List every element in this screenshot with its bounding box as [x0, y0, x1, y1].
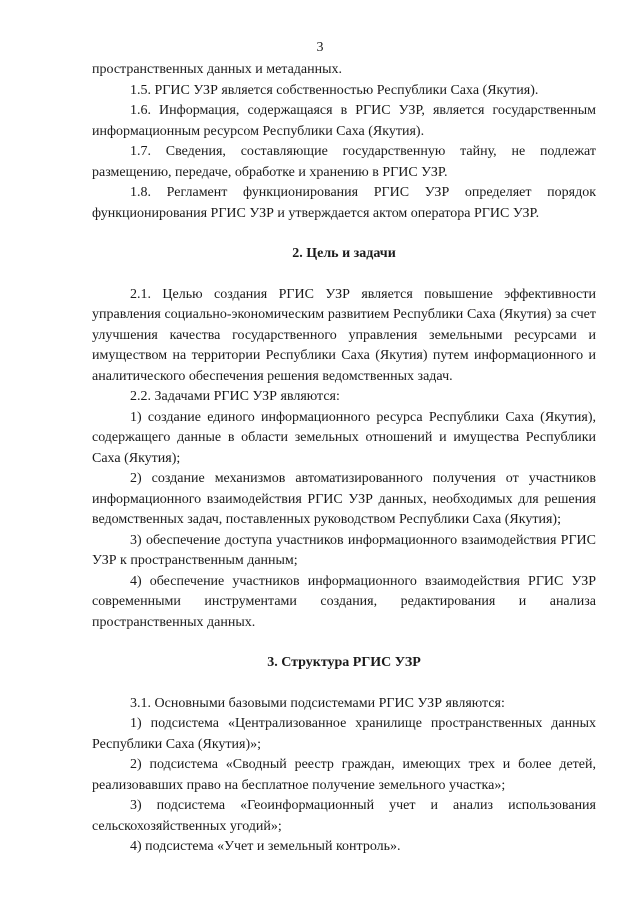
section-spacer	[92, 224, 596, 244]
paragraph: пространственных данных и метаданных.	[92, 62, 343, 77]
list-item: 4) подсистема «Учет и земельный контроль».	[130, 839, 401, 854]
paragraph: 1.5. РГИС УЗР является собственностью Республики Саха (Якутия).	[130, 82, 539, 98]
paragraph: 1.6. Информация, содержащаяся в РГИС УЗР, является государственным информационным ресурсом Республики Саха (Якутия).	[92, 103, 596, 139]
paragraph: 3.1. Основными базовыми подсистемами РГИС УЗР являются:	[130, 695, 505, 711]
list-item: 3) обеспечение доступа участников информационного взаимодействия РГИС УЗР к пространственным данным;	[92, 532, 596, 568]
section-heading: 2. Цель и задачи	[292, 246, 396, 261]
paragraph: 1.8. Регламент функционирования РГИС УЗР определяет порядок функционирования РГИС УЗР и утверждается актом оператора РГИС УЗР.	[92, 185, 596, 221]
paragraph: 1.7. Сведения, составляющие государственную тайну, не подлежат размещению, передаче, обработке и хранению в РГИС УЗР.	[92, 144, 596, 180]
document-body	[92, 60, 596, 858]
list-item: 3) подсистема «Геоинформационный учет и анализ использования сельскохозяйственных угодий»;	[92, 798, 596, 834]
section-spacer	[92, 265, 596, 285]
list-item: 2) подсистема «Сводный реестр граждан, имеющих трех и более детей, реализовавших право на бесплатное получение земельного участка»;	[92, 757, 596, 793]
list-item: 2) создание механизмов автоматизированного получения от участников информационного взаимодействия РГИС УЗР данных, необходимых для решения ведомственных задач, поставленных руководством Республики Саха (Якутия);	[92, 471, 596, 527]
section-spacer	[92, 633, 596, 653]
page-number: 3	[316, 40, 324, 55]
paragraph: 2.2. Задачами РГИС УЗР являются:	[130, 389, 340, 404]
section-heading: 3. Структура РГИС УЗР	[267, 655, 421, 670]
list-item: 1) создание единого информационного ресурса Республики Саха (Якутия), содержащего данные в области земельных отношений и имущества Республики Саха (Якутия);	[92, 409, 596, 466]
paragraph: 2.1. Целью создания РГИС УЗР является повышение эффективности управления социально-экономическим развитием Республики Саха (Якутия) за счет улучшения качества государственного управления земельными ресурсами и имуществом на территории Республики Саха (Якутия) путем информационного и аналитического обеспечения решения ведомственных задач.	[92, 286, 596, 384]
list-item: 4) обеспечение участников информационного взаимодействия РГИС УЗР современными инструментами создания, редактирования и анализа пространственных данных.	[92, 573, 596, 630]
list-item: 1) подсистема «Централизованное хранилище пространственных данных Республики Саха (Якутия)»;	[92, 716, 596, 752]
section-spacer	[92, 674, 596, 694]
